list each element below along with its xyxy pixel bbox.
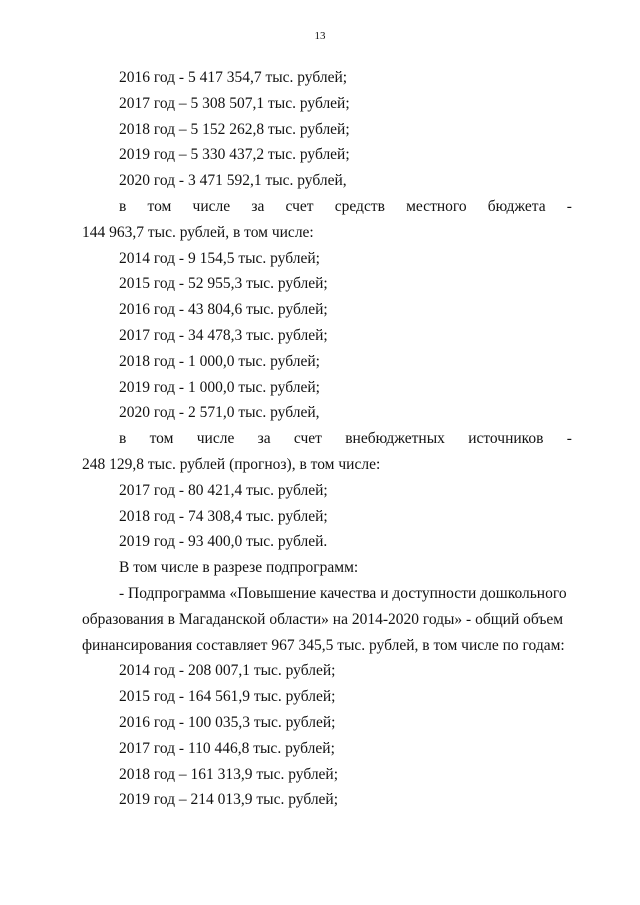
word: внебюджетных xyxy=(345,430,445,448)
extra-budget-total: 248 129,8 тыс. рублей (прогноз), в том числе: xyxy=(82,455,381,473)
funding-line: 2014 год - 208 007,1 тыс. рублей; xyxy=(119,662,336,680)
word: числе xyxy=(196,430,235,448)
word: за xyxy=(251,197,265,215)
word: том xyxy=(149,430,174,448)
word: средств xyxy=(334,197,385,215)
word: бюджета xyxy=(487,197,546,215)
funding-line: 2016 год - 100 035,3 тыс. рублей; xyxy=(119,713,336,731)
funding-line: 2019 год - 1 000,0 тыс. рублей; xyxy=(119,378,320,396)
word: - xyxy=(566,197,572,215)
funding-line: 2020 год - 2 571,0 тыс. рублей, xyxy=(119,404,320,422)
local-budget-heading xyxy=(82,194,572,220)
funding-line: 2019 год – 214 013,9 тыс. рублей; xyxy=(119,791,339,809)
funding-line: 2017 год – 5 308 507,1 тыс. рублей; xyxy=(119,94,350,112)
funding-line: 2017 год - 80 421,4 тыс. рублей; xyxy=(119,481,328,499)
funding-line: 2018 год – 5 152 262,8 тыс. рублей; xyxy=(119,120,350,138)
word: счет xyxy=(285,197,314,215)
word: в xyxy=(119,430,127,448)
word: - xyxy=(566,430,572,448)
funding-line: 2017 год - 110 446,8 тыс. рублей; xyxy=(119,739,335,757)
subprogram-line-3: финансирования составляет 967 345,5 тыс. рублей, в том числе по годам: xyxy=(82,636,565,654)
subprogram-line-2: образования в Магаданской области» на 2014-2020 годы» - общий объем xyxy=(82,610,564,628)
local-budget-total: 144 963,7 тыс. рублей, в том числе: xyxy=(82,223,314,241)
document-body xyxy=(82,65,572,813)
funding-line: 2019 год - 93 400,0 тыс. рублей. xyxy=(119,533,328,551)
funding-line: 2016 год - 5 417 354,7 тыс. рублей; xyxy=(119,69,348,86)
page-number: 13 xyxy=(314,30,326,42)
word: числе xyxy=(192,197,231,215)
word: счет xyxy=(293,430,322,448)
funding-line: 2018 год – 161 313,9 тыс. рублей; xyxy=(119,765,339,783)
funding-line: 2019 год – 5 330 437,2 тыс. рублей; xyxy=(119,146,350,164)
funding-line: 2017 год - 34 478,3 тыс. рублей; xyxy=(119,326,328,344)
subprogram-intro: В том числе в разрезе подпрограмм: xyxy=(119,559,359,577)
funding-line: 2016 год - 43 804,6 тыс. рублей; xyxy=(119,301,328,319)
funding-line: 2018 год - 1 000,0 тыс. рублей; xyxy=(119,352,320,370)
word: за xyxy=(257,430,271,448)
funding-line: 2020 год - 3 471 592,1 тыс. рублей, xyxy=(119,172,347,190)
funding-line: 2014 год - 9 154,5 тыс. рублей; xyxy=(119,249,320,267)
subprogram-line-1: - Подпрограмма «Повышение качества и доступности дошкольного xyxy=(119,584,567,602)
extra-budget-heading xyxy=(82,426,572,452)
funding-line: 2018 год - 74 308,4 тыс. рублей; xyxy=(119,507,328,525)
word: местного xyxy=(406,197,467,215)
word: в xyxy=(119,197,127,215)
funding-line: 2015 год - 164 561,9 тыс. рублей; xyxy=(119,688,336,706)
funding-line: 2015 год - 52 955,3 тыс. рублей; xyxy=(119,275,328,293)
word: источников xyxy=(468,430,544,448)
word: том xyxy=(147,197,172,215)
